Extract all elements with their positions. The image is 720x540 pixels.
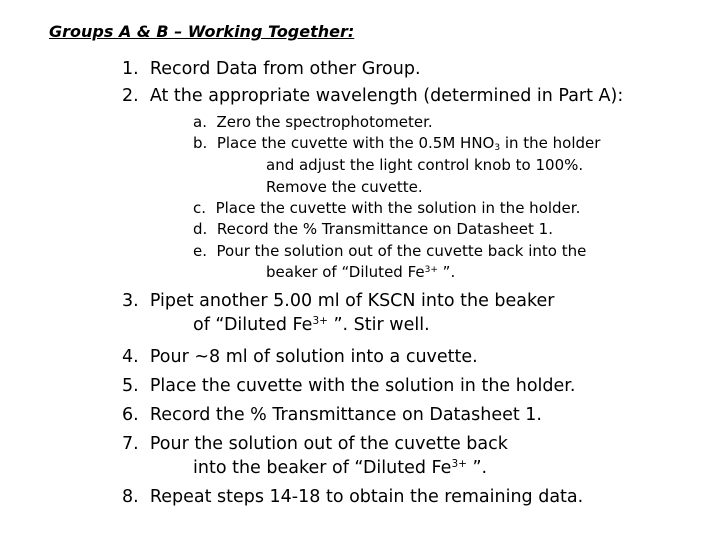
step-6 [122, 405, 542, 425]
substep-b [193, 134, 600, 152]
step-text: Record Data from other Group. [149, 59, 421, 79]
step-text: Repeat steps 14-18 to obtain the remaining data. [149, 487, 584, 507]
step-number: 7. [122, 434, 139, 454]
step-text: Record the % Transmittance on Datasheet 1. [149, 405, 542, 425]
substep-letter: e. [193, 242, 207, 260]
substep-a [193, 113, 433, 131]
step-4 [122, 347, 478, 367]
substep-letter: b. [193, 134, 208, 152]
step-text: ”. [466, 458, 488, 478]
step-5 [122, 376, 575, 396]
substep-e [193, 242, 586, 260]
step-8 [122, 487, 583, 507]
step-text: Pipet another 5.00 ml of KSCN into the beaker [149, 291, 555, 311]
step-7 [122, 434, 508, 454]
step-number: 6. [122, 405, 139, 425]
step-number: 3. [122, 291, 139, 311]
substep-letter: d. [193, 220, 208, 238]
step-number: 5. [122, 376, 139, 396]
step-text: At the appropriate wavelength (determined in Part A): [149, 86, 624, 106]
substep-c [193, 199, 580, 217]
substep-letter: c. [193, 199, 207, 217]
step-text: Place the cuvette with the solution in the holder. [149, 376, 576, 396]
step-3 [122, 291, 555, 311]
step-number: 1. [122, 59, 139, 79]
superscript: 3+ [451, 458, 467, 471]
substep-letter: a. [193, 113, 207, 131]
substep-text: Pour the solution out of the cuvette back into the [216, 242, 587, 260]
substep-text: Place the cuvette with the solution in the holder. [215, 199, 581, 217]
substep-text: Place the cuvette with the 0.5M HNO [216, 134, 495, 152]
step-7-line-2 [193, 458, 487, 478]
step-text: ”. Stir well. [327, 315, 430, 335]
superscript: 3+ [312, 315, 328, 328]
step-number: 4. [122, 347, 139, 367]
step-2 [122, 86, 623, 106]
substep-text: ”. [437, 263, 456, 281]
substep-d [193, 220, 553, 238]
step-number: 8. [122, 487, 139, 507]
step-text: Pour ~8 ml of solution into a cuvette. [149, 347, 478, 367]
step-text: Pour the solution out of the cuvette back [149, 434, 508, 454]
subscript: 3 [494, 142, 501, 153]
page-title: Groups A & B – Working Together: [49, 22, 355, 41]
substep-text: beaker of “Diluted Fe [266, 263, 425, 281]
step-1 [122, 59, 421, 79]
step-number: 2. [122, 86, 139, 106]
superscript: 3+ [424, 265, 438, 276]
substep-text: Zero the spectrophotometer. [216, 113, 433, 131]
substep-b-line-3: Remove the cuvette. [266, 178, 423, 196]
substep-text: Record the % Transmittance on Datasheet 1. [216, 220, 553, 238]
step-text: into the beaker of “Diluted Fe [193, 458, 452, 478]
step-3-line-2 [193, 315, 430, 335]
step-text: of “Diluted Fe [193, 315, 313, 335]
substep-b-line-2: and adjust the light control knob to 100%. [266, 156, 584, 174]
substep-e-line-2 [266, 263, 455, 281]
substep-text: in the holder [500, 134, 601, 152]
